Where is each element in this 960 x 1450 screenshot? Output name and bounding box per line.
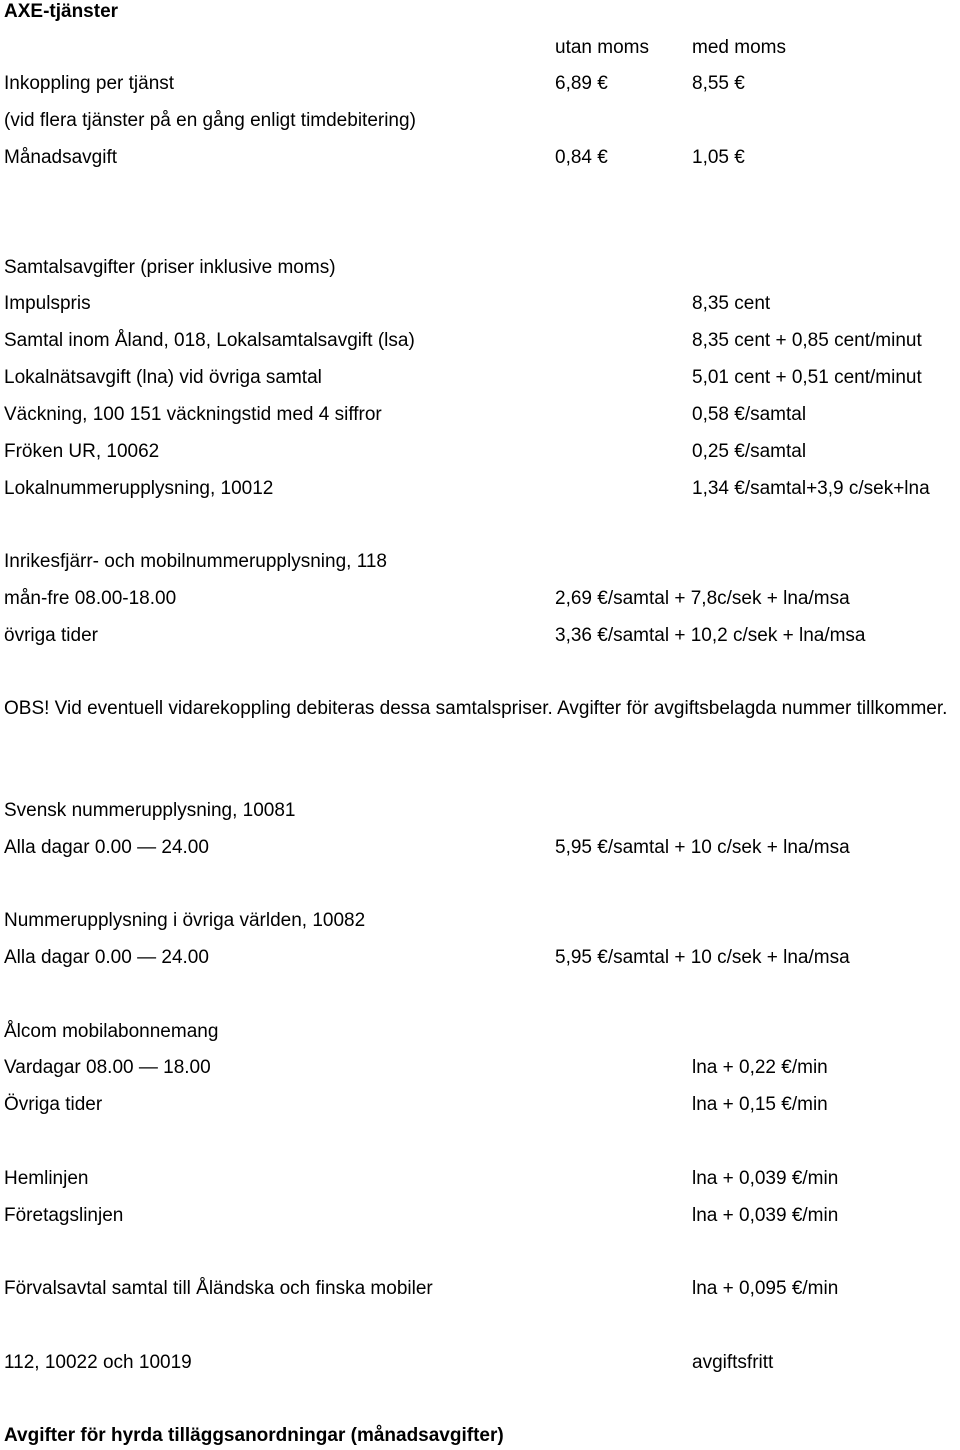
ovriga-varlden-title: Nummerupplysning i övriga världen, 10082 [4, 910, 366, 931]
inkoppling-note: (vid flera tjänster på en gång enligt timdebitering) [4, 110, 416, 131]
inrikes-row-label: mån-fre 08.00-18.00 [4, 588, 177, 609]
samtal-row-label: Väckning, 100 151 väckningstid med 4 siffror [4, 404, 382, 425]
inkoppling-price-without-vat: 6,89 € [555, 73, 608, 94]
linje-label: Företagslinjen [4, 1205, 124, 1226]
samtal-row-value: 5,01 cent + 0,51 cent/minut [692, 367, 922, 388]
inkoppling-price-with-vat: 8,55 € [692, 73, 745, 94]
ovriga-varlden-label: Alla dagar 0.00 — 24.00 [4, 947, 209, 968]
page-title: AXE-tjänster [4, 1, 119, 22]
ovriga-varlden-value: 5,95 €/samtal + 10 c/sek + lna/msa [555, 947, 850, 968]
linje-label: Hemlinjen [4, 1168, 89, 1189]
samtal-row-value: 8,35 cent [692, 293, 771, 314]
forvalsavtal-value: lna + 0,095 €/min [692, 1278, 839, 1299]
nodnummer-value: avgiftsfritt [692, 1352, 774, 1373]
alcom-row-value: lna + 0,15 €/min [692, 1094, 828, 1115]
samtal-row-label: Lokalnummerupplysning, 10012 [4, 478, 274, 499]
samtal-row-label: Lokalnätsavgift (lna) vid övriga samtal [4, 367, 322, 388]
inrikes-row-value: 2,69 €/samtal + 7,8c/sek + lna/msa [555, 588, 850, 609]
samtal-row-value: 1,34 €/samtal+3,9 c/sek+lna [692, 478, 930, 499]
manadsavgift-price-with-vat: 1,05 € [692, 147, 745, 168]
manadsavgift-price-without-vat: 0,84 € [555, 147, 608, 168]
alcom-row-value: lna + 0,22 €/min [692, 1057, 828, 1078]
linje-value: lna + 0,039 €/min [692, 1205, 839, 1226]
alcom-row-label: Övriga tider [4, 1094, 103, 1115]
svensk-value: 5,95 €/samtal + 10 c/sek + lna/msa [555, 837, 850, 858]
samtal-row-value: 0,58 €/samtal [692, 404, 807, 425]
nodnummer-label: 112, 10022 och 10019 [4, 1352, 192, 1373]
samtal-row-value: 8,35 cent + 0,85 cent/minut [692, 330, 922, 351]
samtal-row-label: Samtal inom Åland, 018, Lokalsamtalsavgift (lsa) [4, 330, 415, 351]
samtal-row-label: Fröken UR, 10062 [4, 441, 160, 462]
svensk-title: Svensk nummerupplysning, 10081 [4, 800, 296, 821]
samtal-row-label: Impulspris [4, 293, 91, 314]
inrikes-row-value: 3,36 €/samtal + 10,2 c/sek + lna/msa [555, 625, 866, 646]
inkoppling-label: Inkoppling per tjänst [4, 73, 175, 94]
column-header-with-vat: med moms [692, 37, 786, 58]
samtal-section-title: Samtalsavgifter (priser inklusive moms) [4, 257, 336, 278]
forvalsavtal-label: Förvalsavtal samtal till Åländska och finska mobiler [4, 1278, 433, 1299]
svensk-label: Alla dagar 0.00 — 24.00 [4, 837, 209, 858]
inrikes-row-label: övriga tider [4, 625, 98, 646]
inrikes-title: Inrikesfjärr- och mobilnummerupplysning, 118 [4, 551, 387, 572]
manadsavgift-label: Månadsavgift [4, 147, 118, 168]
footer-section-title: Avgifter för hyrda tilläggsanordningar (månadsavgifter) [4, 1425, 504, 1446]
alcom-title: Ålcom mobilabonnemang [4, 1021, 219, 1042]
samtal-row-value: 0,25 €/samtal [692, 441, 807, 462]
alcom-row-label: Vardagar 08.00 — 18.00 [4, 1057, 211, 1078]
linje-value: lna + 0,039 €/min [692, 1168, 839, 1189]
obs-note: OBS! Vid eventuell vidarekoppling debiteras dessa samtalspriser. Avgifter för avgiftsbelagda nummer tillkommer. [4, 698, 948, 719]
column-header-without-vat: utan moms [555, 37, 649, 58]
